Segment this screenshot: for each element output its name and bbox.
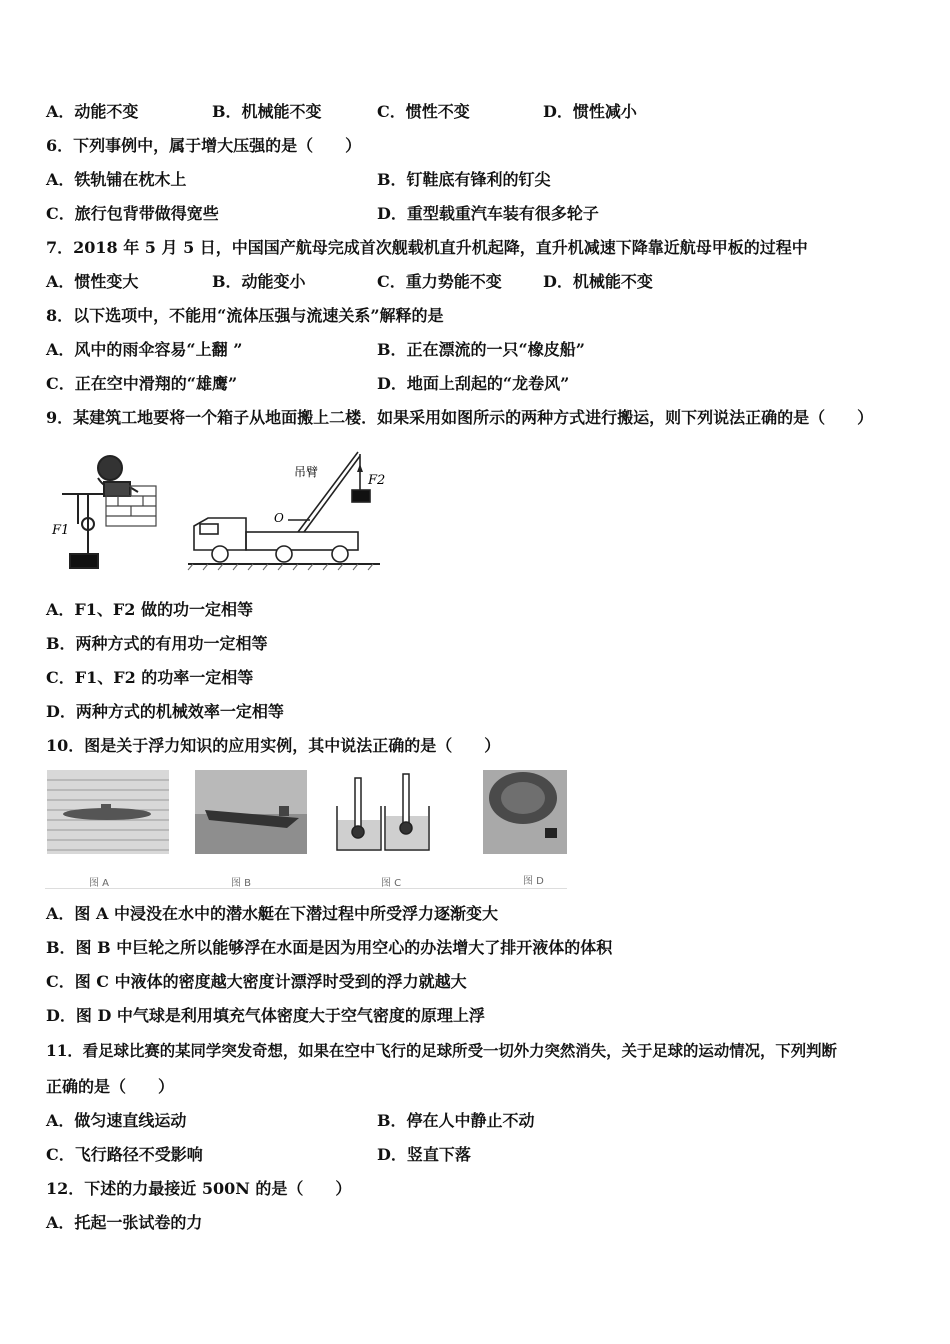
q5-option-a: A．动能不变	[46, 102, 139, 121]
q10-caption-d: 图 D	[523, 876, 544, 887]
q10-stem: 10．图是关于浮力知识的应用实例，其中说法正确的是（ ）	[46, 736, 501, 755]
q5-option-c: C．惯性不变	[377, 102, 470, 121]
q10-caption-a: 图 A	[89, 878, 110, 889]
q12-stem: 12．下述的力最接近 500N 的是（ ）	[46, 1179, 352, 1198]
q10-figure-c	[333, 770, 433, 854]
q10-figure-strip	[45, 770, 567, 889]
q9-option-c: C．F1、F2 的功率一定相等	[46, 668, 254, 687]
q7-option-b: B．动能变小	[212, 272, 306, 291]
q11-stem-line1: 11．看足球比赛的某同学突发奇想，如果在空中飞行的足球所受一切外力突然消失，关于足球的运动情况，下列判断	[46, 1042, 837, 1060]
q8-stem: 8．以下选项中，不能用“流体压强与流速关系”解释的是	[46, 306, 444, 325]
q11-option-c: C．飞行路径不受影响	[46, 1145, 203, 1164]
q9-stem: 9．某建筑工地要将一个箱子从地面搬上二楼．如果采用如图所示的两种方式进行搬运，则下列说法正确的是（ ）	[46, 408, 874, 427]
q10-caption-b: 图 B	[231, 878, 252, 889]
q7-option-c: C．重力势能不变	[377, 272, 502, 291]
q9-worker-pulley	[62, 456, 138, 568]
q11-option-a: A．做匀速直线运动	[46, 1111, 187, 1130]
q6-stem: 6．下列事例中，属于增大压强的是（ ）	[46, 136, 362, 155]
q10-caption-c: 图 C	[381, 878, 402, 889]
q10-option-d: D．图 D 中气球是利用填充气体密度大于空气密度的原理上浮	[46, 1006, 485, 1025]
q9-option-a: A．F1、F2 做的功一定相等	[46, 600, 253, 619]
q6-option-a: A．铁轨铺在枕木上	[46, 170, 187, 189]
q9-label-crane-arm: 吊臂	[294, 465, 319, 479]
q10-figure-d	[483, 770, 567, 854]
q11-option-b: B．停在人中静止不动	[377, 1111, 535, 1130]
q9-arrow-f2	[357, 464, 363, 472]
q5-option-b: B．机械能不变	[212, 102, 322, 121]
q9-label-pivot: O	[274, 511, 284, 525]
q8-option-a: A．风中的雨伞容易“上翻 ”	[46, 340, 243, 359]
q7-stem: 7．2018 年 5 月 5 日，中国国产航母完成首次舰载机直升机起降，直升机减速下降靠近航母甲板的过程中	[46, 238, 808, 257]
q8-option-b: B．正在漂流的一只“橡皮船”	[377, 340, 585, 359]
q12-option-a: A．托起一张试卷的力	[46, 1213, 203, 1232]
q10-option-b: B．图 B 中巨轮之所以能够浮在水面是因为用空心的办法增大了排开液体的体积	[46, 938, 613, 957]
q8-option-c: C．正在空中滑翔的“雄鹰”	[46, 374, 238, 393]
q9-label-f2: F2	[368, 473, 386, 488]
q9-option-d: D．两种方式的机械效率一定相等	[46, 702, 284, 721]
q9-label-f1: F1	[52, 523, 70, 538]
q10-figure-b	[195, 770, 307, 854]
q6-option-d: D．重型载重汽车装有很多轮子	[377, 204, 599, 223]
q10-option-a: A．图 A 中浸没在水中的潜水艇在下潜过程中所受浮力逐渐变大	[46, 904, 498, 923]
q7-option-a: A．惯性变大	[46, 272, 139, 291]
q6-option-c: C．旅行包背带做得宽些	[46, 204, 219, 223]
q11-stem-line2: 正确的是（ ）	[46, 1077, 175, 1096]
q9-option-b: B．两种方式的有用功一定相等	[46, 634, 268, 653]
q11-option-d: D．竖直下落	[377, 1145, 471, 1164]
q8-option-d: D．地面上刮起的“龙卷风”	[377, 374, 570, 393]
q5-option-d: D．惯性减小	[543, 102, 637, 121]
q9-crane-truck	[194, 452, 370, 562]
q10-figure-a	[47, 770, 169, 854]
q9-figure	[48, 446, 388, 576]
q10-option-c: C．图 C 中液体的密度越大密度计漂浮时受到的浮力就越大	[46, 972, 467, 991]
q7-option-d: D．机械能不变	[543, 272, 653, 291]
q6-option-b: B．钉鞋底有锋利的钉尖	[377, 170, 551, 189]
